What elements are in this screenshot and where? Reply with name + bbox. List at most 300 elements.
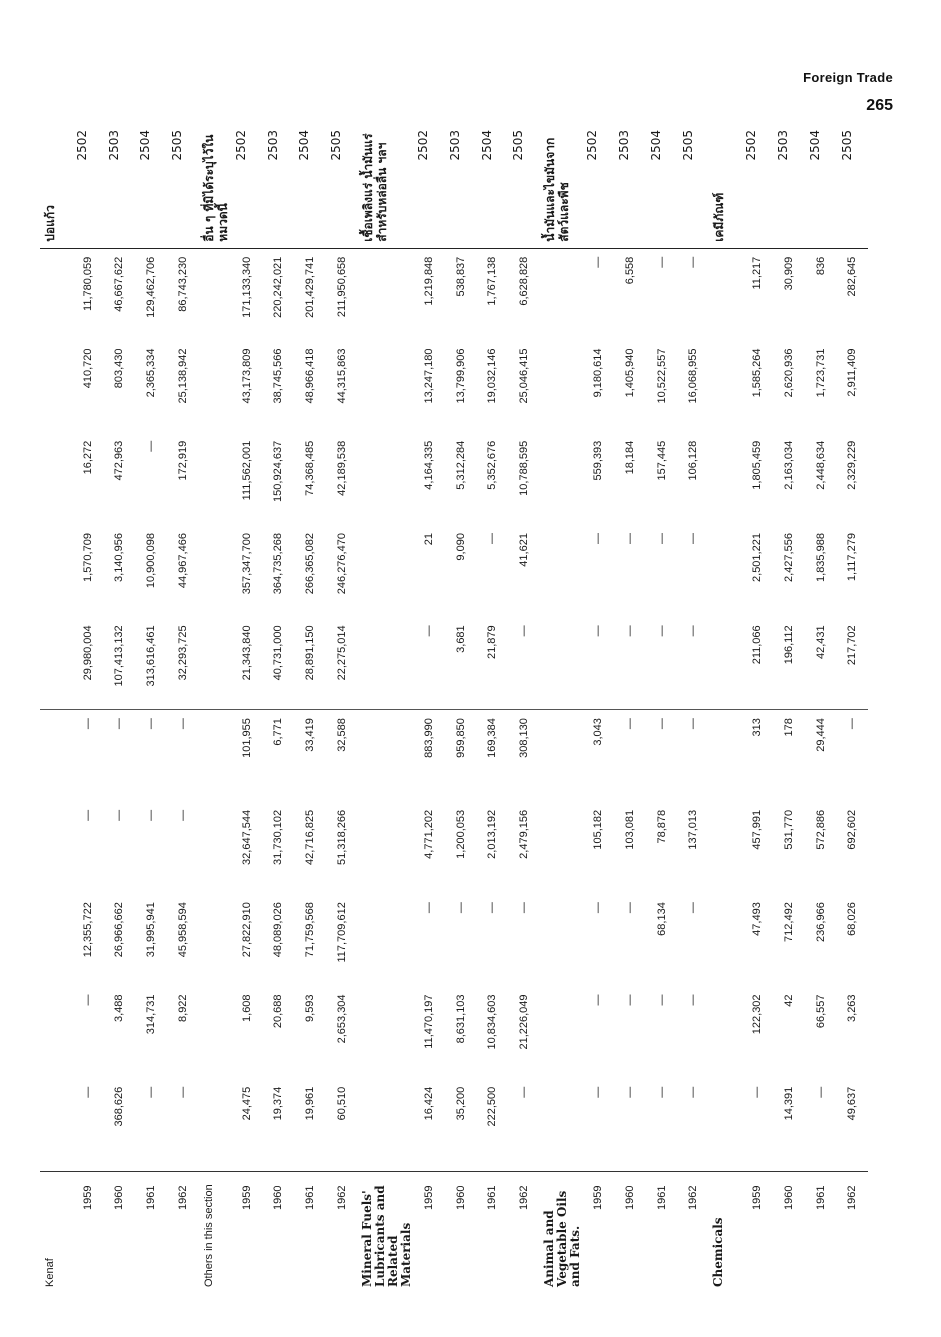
year-ad: 1961 (135, 1171, 167, 1287)
value-cell: — (113, 809, 126, 821)
table-row (263, 122, 295, 1287)
empty-cell (199, 1079, 231, 1171)
value-cell: 1,767,138 (486, 256, 499, 306)
year-ad: 1959 (231, 1171, 263, 1287)
value-cell: — (104, 710, 136, 802)
empty-cell (40, 802, 72, 894)
value-cell: 178 (773, 710, 805, 802)
value-cell: — (177, 1086, 190, 1098)
value-cell: 21,226,049 (518, 994, 531, 1050)
value-cell: 2,013,192 (486, 809, 499, 859)
empty-cell (40, 433, 72, 525)
value-cell: 10,522,557 (655, 348, 668, 404)
value-cell: 26,966,662 (113, 902, 126, 958)
empty-cell (540, 340, 582, 432)
value-cell: 35,200 (454, 1086, 467, 1121)
value-cell: 42 (782, 994, 795, 1007)
empty-cell (709, 617, 741, 709)
value-cell: — (814, 1086, 827, 1098)
empty-cell (40, 894, 72, 986)
value-cell: 2,653,304 (336, 994, 349, 1044)
value-cell: 122,302 (751, 994, 764, 1035)
value-cell: — (518, 902, 531, 914)
year-be: 2502 (413, 122, 445, 248)
value-cell: 211,066 (751, 625, 764, 665)
value-cell: 111,562,001 (240, 440, 253, 501)
value-cell: 13,799,906 (454, 348, 467, 404)
year-ad: 1962 (508, 1171, 540, 1287)
empty-cell (199, 617, 231, 709)
year-be: 2502 (741, 122, 773, 248)
value-cell: 8,631,103 (454, 994, 467, 1044)
year-be: 2502 (72, 122, 104, 248)
value-cell: 47,493 (751, 902, 764, 936)
value-cell: 25,138,942 (177, 348, 190, 404)
value-cell: 107,413,132 (113, 625, 126, 687)
empty-cell (709, 1079, 741, 1171)
value-cell: 2,620,936 (782, 348, 795, 398)
value-cell: 3,488 (113, 994, 126, 1022)
value-cell: — (518, 1086, 531, 1098)
value-cell: 282,645 (846, 256, 859, 297)
value-cell: 106,128 (687, 440, 700, 481)
value-cell: 19,961 (304, 1086, 317, 1121)
value-cell: — (592, 902, 605, 914)
value-cell: 3,263 (846, 994, 859, 1022)
value-cell: 266,365,082 (304, 533, 317, 595)
year-ad: 1960 (614, 1171, 646, 1287)
value-cell: — (486, 902, 499, 914)
value-cell: — (646, 710, 678, 802)
value-cell: 28,891,150 (304, 625, 317, 681)
value-cell: 803,430 (113, 348, 126, 389)
value-cell: — (655, 533, 668, 545)
year-be: 2504 (646, 122, 678, 248)
value-cell: 71,759,568 (304, 902, 317, 958)
value-cell: — (145, 809, 158, 821)
value-cell: 3,681 (454, 625, 467, 653)
table-row (445, 122, 477, 1287)
value-cell: 105,182 (592, 809, 605, 850)
value-cell: 38,745,566 (272, 348, 285, 404)
empty-cell (540, 525, 582, 617)
value-cell: 48,966,418 (304, 348, 317, 404)
empty-cell (540, 802, 582, 894)
value-cell: — (422, 902, 435, 914)
year-ad: 1959 (72, 1171, 104, 1287)
value-cell: 31,730,102 (272, 809, 285, 865)
value-cell: 19,374 (272, 1086, 285, 1121)
value-cell: 31,995,941 (145, 902, 158, 958)
value-cell: 19,032,146 (486, 348, 499, 404)
page-header (803, 70, 893, 115)
value-cell: 9,180,614 (592, 348, 605, 398)
empty-cell (358, 1079, 413, 1171)
value-cell: 18,184 (623, 440, 636, 475)
table-body (40, 122, 868, 1287)
rotated-table-area (40, 122, 900, 1287)
year-ad: 1962 (167, 1171, 199, 1287)
value-cell: 22,275,014 (336, 625, 349, 681)
year-ad: 1961 (477, 1171, 509, 1287)
value-cell: 21,343,840 (240, 625, 253, 681)
value-cell: 8,922 (177, 994, 190, 1022)
value-cell: 46,667,622 (113, 256, 126, 312)
table-row (582, 122, 614, 1287)
value-cell: 836 (814, 256, 827, 276)
value-cell: 29,980,004 (81, 625, 94, 681)
value-cell: — (145, 440, 158, 452)
value-cell: 86,743,230 (177, 256, 190, 312)
value-cell: 410,720 (81, 348, 94, 389)
value-cell: 559,393 (592, 440, 605, 481)
year-be: 2505 (508, 122, 540, 248)
value-cell: — (687, 256, 700, 268)
section-label-th: น้ำมันและไขมันจากสัตว์และพืช (540, 122, 582, 248)
table-row (646, 122, 678, 1287)
value-cell: 33,419 (294, 710, 326, 802)
value-cell: 29,444 (805, 710, 837, 802)
section-label-en: Others in this section (199, 1171, 231, 1287)
value-cell: 6,771 (263, 710, 295, 802)
value-cell: 5,312,284 (454, 440, 467, 490)
value-cell: 40,731,000 (272, 625, 285, 681)
value-cell: 368,626 (113, 1086, 126, 1127)
value-cell: — (623, 533, 636, 545)
value-cell: 14,391 (782, 1086, 795, 1121)
year-ad: 1959 (741, 1171, 773, 1287)
empty-cell (709, 433, 741, 525)
year-ad: 1961 (646, 1171, 678, 1287)
trade-table (40, 122, 900, 1287)
value-cell: 211,950,658 (336, 256, 349, 318)
value-cell: 32,293,725 (177, 625, 190, 681)
value-cell: 42,716,825 (304, 809, 317, 865)
table-row (805, 122, 837, 1287)
year-be: 2503 (445, 122, 477, 248)
empty-cell (358, 986, 413, 1078)
value-cell: 6,558 (623, 256, 636, 285)
value-cell: — (623, 994, 636, 1006)
value-cell: — (623, 1086, 636, 1098)
empty-cell (709, 340, 741, 432)
value-cell: 41,621 (518, 533, 531, 567)
running-title: Foreign Trade (803, 70, 893, 85)
value-cell: 308,130 (508, 710, 540, 802)
value-cell: 25,046,415 (518, 348, 531, 404)
empty-cell (40, 248, 72, 340)
value-cell: 101,955 (231, 710, 263, 802)
value-cell: — (751, 1086, 764, 1098)
value-cell: 48,089,026 (272, 902, 285, 958)
value-cell: — (687, 1086, 700, 1098)
value-cell: 2,427,556 (782, 533, 795, 582)
table-row (167, 122, 199, 1287)
year-be: 2503 (263, 122, 295, 248)
table-row (614, 122, 646, 1287)
value-cell: 222,500 (486, 1086, 499, 1127)
section-label-en: Kenaf (40, 1171, 72, 1287)
value-cell: — (614, 710, 646, 802)
value-cell: 883,990 (413, 710, 445, 802)
value-cell: — (623, 625, 636, 637)
value-cell: — (422, 625, 435, 637)
value-cell: 236,966 (814, 902, 827, 942)
empty-cell (40, 525, 72, 617)
table-row (508, 122, 540, 1287)
table-row (477, 122, 509, 1287)
year-be: 2502 (231, 122, 263, 248)
year-be: 2505 (837, 122, 869, 248)
empty-cell (199, 894, 231, 986)
value-cell: 4,771,202 (422, 809, 435, 859)
value-cell: 49,637 (846, 1086, 859, 1121)
value-cell: 43,173,809 (240, 348, 253, 404)
value-cell: 246,276,470 (336, 533, 349, 595)
value-cell: — (687, 902, 700, 914)
empty-cell (709, 894, 741, 986)
value-cell: — (592, 1086, 605, 1098)
value-cell: 51,318,266 (336, 809, 349, 865)
section-header-row (40, 122, 72, 1287)
value-cell: 1,585,264 (751, 348, 764, 398)
value-cell: — (518, 625, 531, 637)
year-ad: 1960 (104, 1171, 136, 1287)
value-cell: 172,919 (177, 440, 190, 481)
value-cell: 10,900,098 (145, 533, 158, 589)
value-cell: — (81, 1086, 94, 1098)
value-cell: 1,405,940 (623, 348, 636, 398)
value-cell: 45,958,594 (177, 902, 190, 958)
value-cell: 1,723,731 (814, 348, 827, 398)
value-cell: 68,026 (846, 902, 859, 936)
value-cell: 313 (741, 710, 773, 802)
empty-cell (40, 340, 72, 432)
table-row (741, 122, 773, 1287)
table-row (104, 122, 136, 1287)
year-be: 2503 (773, 122, 805, 248)
value-cell: — (592, 533, 605, 545)
value-cell: 129,462,706 (145, 256, 158, 318)
value-cell: 21,879 (486, 625, 499, 659)
empty-cell (40, 710, 72, 802)
value-cell: 2,479,156 (518, 809, 531, 859)
value-cell: — (592, 625, 605, 637)
empty-cell (709, 710, 741, 802)
value-cell: 2,365,334 (145, 348, 158, 398)
value-cell: 538,837 (454, 256, 467, 297)
value-cell: 16,272 (81, 440, 94, 475)
empty-cell (540, 1079, 582, 1171)
value-cell: 959,850 (445, 710, 477, 802)
value-cell: 2,911,409 (846, 348, 859, 397)
value-cell: — (678, 710, 710, 802)
value-cell: 11,217 (751, 256, 764, 290)
value-cell: — (72, 710, 104, 802)
year-ad: 1961 (294, 1171, 326, 1287)
value-cell: 3,043 (582, 710, 614, 802)
value-cell: 21 (422, 533, 435, 546)
value-cell: 1,219,848 (422, 256, 435, 306)
value-cell: — (655, 994, 668, 1006)
value-cell: 220,242,021 (272, 256, 285, 318)
value-cell: 27,822,910 (240, 902, 253, 958)
year-ad: 1959 (582, 1171, 614, 1287)
empty-cell (199, 525, 231, 617)
value-cell: 68,134 (655, 902, 668, 936)
value-cell: 196,112 (782, 625, 795, 665)
year-ad: 1960 (773, 1171, 805, 1287)
value-cell: — (167, 710, 199, 802)
value-cell: — (81, 809, 94, 821)
empty-cell (540, 248, 582, 340)
value-cell: 313,616,461 (145, 625, 158, 687)
table-row (413, 122, 445, 1287)
value-cell: 137,013 (687, 809, 700, 850)
empty-cell (709, 986, 741, 1078)
value-cell: 42,189,538 (336, 440, 349, 496)
value-cell: 12,355,722 (81, 902, 94, 958)
empty-cell (358, 433, 413, 525)
empty-cell (540, 986, 582, 1078)
value-cell: 357,347,700 (240, 533, 253, 595)
year-ad: 1960 (263, 1171, 295, 1287)
value-cell: 472,963 (113, 440, 126, 481)
year-be: 2502 (582, 122, 614, 248)
value-cell: 9,593 (304, 994, 317, 1022)
value-cell: 11,470,197 (422, 994, 435, 1049)
value-cell: 103,081 (623, 809, 636, 850)
year-ad: 1961 (805, 1171, 837, 1287)
year-ad: 1962 (837, 1171, 869, 1287)
year-ad: 1960 (445, 1171, 477, 1287)
value-cell: 74,368,485 (304, 440, 317, 496)
value-cell: 1,570,709 (81, 533, 94, 582)
value-cell: 2,501,221 (751, 533, 764, 582)
empty-cell (358, 894, 413, 986)
value-cell: 6,628,828 (518, 256, 531, 306)
empty-cell (199, 340, 231, 432)
empty-cell (540, 710, 582, 802)
value-cell: — (177, 809, 190, 821)
value-cell: 5,352,676 (486, 440, 499, 490)
year-be: 2504 (805, 122, 837, 248)
year-ad: 1962 (678, 1171, 710, 1287)
value-cell: — (655, 256, 668, 268)
empty-cell (199, 433, 231, 525)
year-be: 2503 (104, 122, 136, 248)
value-cell: 44,967,466 (177, 533, 190, 589)
value-cell: 16,424 (422, 1086, 435, 1121)
value-cell: 44,315,863 (336, 348, 349, 404)
year-be: 2505 (326, 122, 358, 248)
table-row (678, 122, 710, 1287)
value-cell: — (655, 1086, 668, 1098)
value-cell: — (592, 256, 605, 268)
value-cell: — (623, 902, 636, 914)
year-be: 2504 (135, 122, 167, 248)
empty-cell (358, 248, 413, 340)
year-be: 2504 (294, 122, 326, 248)
value-cell: — (687, 994, 700, 1006)
empty-cell (199, 710, 231, 802)
section-label-th: อื่น ๆ ที่มิได้ระบุไว้ในหมวดนี้ (199, 122, 231, 248)
table-row (773, 122, 805, 1287)
value-cell: 24,475 (240, 1086, 253, 1121)
value-cell: 1,805,459 (751, 440, 764, 490)
table-row (294, 122, 326, 1287)
value-cell: 171,133,340 (240, 256, 253, 318)
value-cell: — (81, 994, 94, 1006)
value-cell: 3,140,956 (113, 533, 126, 582)
value-cell: — (135, 710, 167, 802)
value-cell: 20,688 (272, 994, 285, 1029)
value-cell: 2,329,229 (846, 440, 859, 490)
value-cell: 157,445 (655, 440, 668, 481)
value-cell: — (592, 994, 605, 1006)
value-cell: 32,588 (326, 710, 358, 802)
value-cell: 692,602 (846, 809, 859, 850)
empty-cell (358, 710, 413, 802)
table-row (837, 122, 869, 1287)
year-ad: 1959 (413, 1171, 445, 1287)
value-cell: 572,886 (814, 809, 827, 850)
value-cell: 42,431 (814, 625, 827, 659)
empty-cell (358, 340, 413, 432)
year-ad: 1962 (326, 1171, 358, 1287)
empty-cell (709, 248, 741, 340)
empty-cell (540, 433, 582, 525)
value-cell: 1,608 (240, 994, 253, 1022)
page-number: 265 (866, 97, 893, 114)
value-cell: 169,384 (477, 710, 509, 802)
year-be: 2503 (614, 122, 646, 248)
section-header-row (709, 122, 741, 1287)
table-row (135, 122, 167, 1287)
value-cell: 117,709,612 (336, 902, 349, 963)
value-cell: 13,247,180 (422, 348, 435, 404)
value-cell: 10,834,603 (486, 994, 499, 1050)
value-cell: — (486, 533, 499, 545)
value-cell: — (687, 625, 700, 637)
value-cell: 1,200,053 (454, 809, 467, 859)
section-label-en: Chemicals (709, 1171, 741, 1287)
value-cell: 201,429,741 (304, 256, 317, 318)
empty-cell (358, 525, 413, 617)
section-header-row (199, 122, 231, 1287)
empty-cell (40, 617, 72, 709)
empty-cell (40, 1079, 72, 1171)
section-label-en: Animal and Vegetable Oils and Fats. (540, 1171, 582, 1287)
value-cell: 150,924,637 (272, 440, 285, 502)
year-be: 2505 (167, 122, 199, 248)
value-cell: 1,117,279 (846, 533, 859, 582)
value-cell: 531,770 (782, 809, 795, 850)
value-cell: 2,163,034 (782, 440, 795, 490)
value-cell: — (145, 1086, 158, 1098)
value-cell: 457,991 (751, 809, 764, 850)
value-cell: — (837, 710, 869, 802)
value-cell: 60,510 (336, 1086, 349, 1121)
empty-cell (540, 894, 582, 986)
value-cell: 1,835,988 (814, 533, 827, 582)
empty-cell (199, 248, 231, 340)
section-label-th: เชื้อเพลิงแร่ น้ำมันแร่สำหรับหล่อลื่น ฯลฯ (358, 122, 413, 248)
value-cell: 2,448,634 (814, 440, 827, 490)
value-cell: 66,557 (814, 994, 827, 1029)
empty-cell (199, 802, 231, 894)
value-cell: 4,164,335 (422, 440, 435, 490)
